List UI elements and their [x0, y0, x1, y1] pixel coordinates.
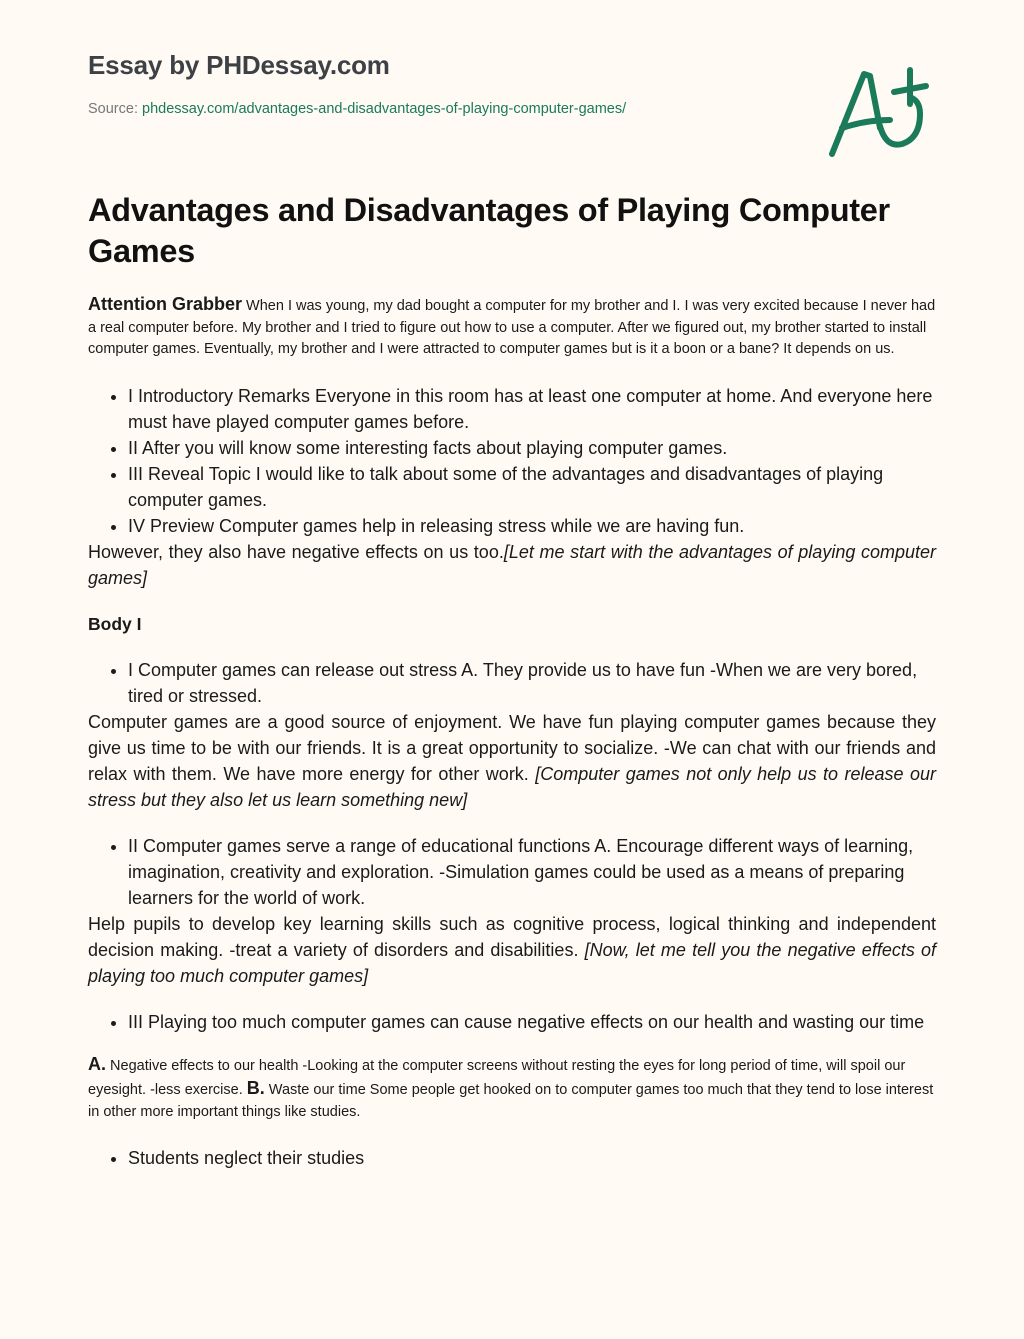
- enjoyment-paragraph: [88, 709, 936, 813]
- list-item: • IV Preview Computer games help in releasing stress while we are having fun.: [128, 513, 936, 539]
- body-list-1: [88, 657, 936, 709]
- section-heading: Body I: [88, 613, 142, 634]
- paragraph-text: However, they also have negative effects on us too.: [88, 541, 504, 562]
- list-item: • III Reveal Topic I would like to talk about some of the advantages and disadvantages of playing computer games.: [128, 461, 936, 513]
- point-b-label: B.: [246, 1077, 265, 1098]
- negative-effects-paragraph: [88, 1053, 936, 1123]
- body-list-3: [88, 1009, 936, 1035]
- source-label: Source:: [88, 101, 142, 117]
- list-item: • III Playing too much computer games can cause negative effects on our health and wasting our time: [128, 1009, 936, 1035]
- source-line: [88, 101, 626, 117]
- a-plus-icon: [828, 62, 938, 162]
- point-a-text: Negative effects to our health -Looking at the computer screens without resting the eyes for long period of time, will spoil our eyesight. -less exercise.: [88, 1057, 906, 1098]
- point-a-label: A.: [88, 1053, 106, 1074]
- essay-title: Advantages and Disadvantages of Playing Computer Games: [88, 192, 890, 269]
- paragraph-text: Computer games are a good source of enjoyment. We have fun playing computer games because they give us time to be with our friends. It is a great opportunity to socialize. -We can chat with our friends and relax with them. We have more energy for other work.: [88, 711, 936, 784]
- intro-text: When I was young, my dad bought a computer for my brother and I. I was very excited because I never had a real computer before. My brother and I tried to figure out how to use a computer. After we figured out, my brother started to install computer games. Eventually, my brother and I were attracted to computer games but is it a boon or a bane? It depends on us.: [88, 298, 936, 357]
- paragraph-text: Help pupils to develop key learning skills such as cognitive process, logical thinking and independent decision making. -treat a variety of disorders and disabilities.: [88, 913, 936, 960]
- list-item: • II Computer games serve a range of educational functions A. Encourage different ways of learning, imagination, creativity and exploration. -Simulation games could be used as a means of preparing learners for the world of work.: [128, 833, 936, 911]
- intro-list: [88, 383, 936, 539]
- essay-content: [88, 294, 937, 1168]
- intro-lead: Attention Grabber: [88, 294, 243, 314]
- learning-paragraph: [88, 911, 936, 989]
- paragraph-italic: [Computer games not only help us to release our stress but they also let us learn something new]: [88, 763, 937, 810]
- intro-paragraph: [88, 294, 936, 361]
- paragraph-italic: [Let me start with the advantages of playing computer games]: [88, 541, 936, 588]
- body-list-2: [88, 833, 936, 911]
- source-link[interactable]: phdessay.com/advantages-and-disadvantages-of-playing-computer-games/: [142, 101, 627, 117]
- body-list-4: [88, 1145, 936, 1168]
- paragraph-italic: [Now, let me tell you the negative effects of playing too much computer games]: [88, 939, 936, 986]
- point-b-text: Waste our time Some people get hooked on to computer games too much that they tend to lose interest in other more important things like studies.: [88, 1081, 934, 1120]
- site-title: Essay by PHDessay.com: [88, 50, 390, 80]
- list-item: • I Introductory Remarks Everyone in this room has at least one computer at home. And everyone here must have played computer games before.: [128, 383, 936, 435]
- list-item: • Students neglect their studies: [128, 1145, 936, 1171]
- list-item: • II After you will know some interesting facts about playing computer games.: [128, 435, 936, 461]
- list-item: • I Computer games can release out stress A. They provide us to have fun -When we are very bored, tired or stressed.: [128, 657, 936, 709]
- transition-paragraph: [88, 539, 936, 591]
